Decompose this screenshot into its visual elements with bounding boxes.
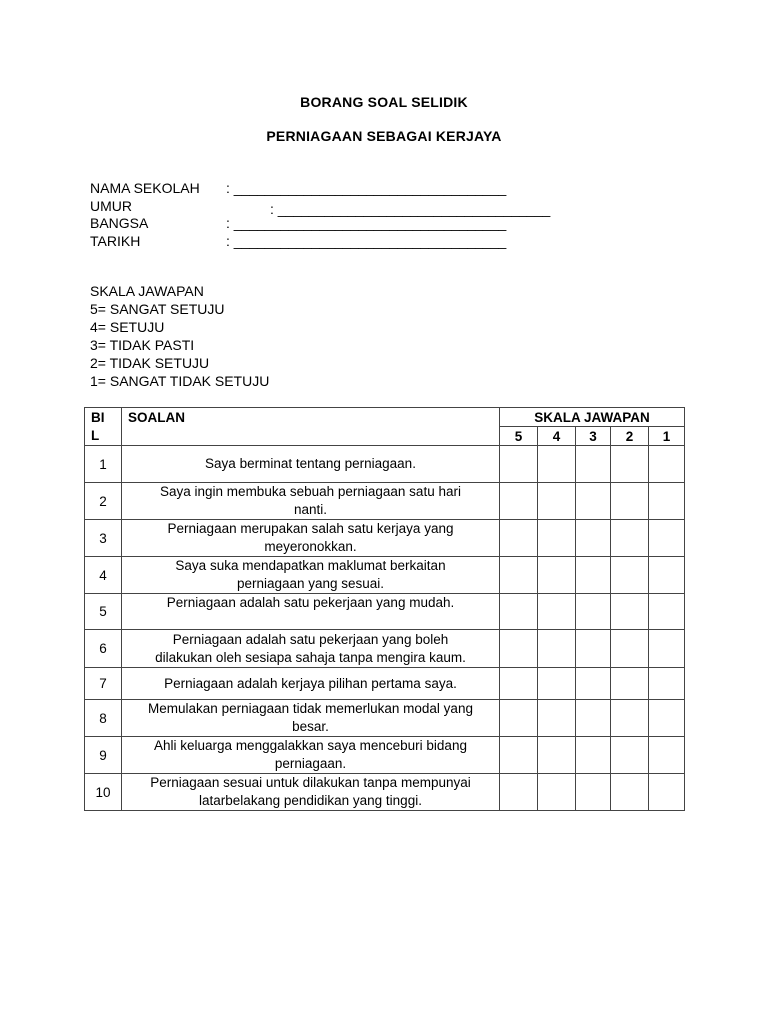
questionnaire-table	[84, 407, 685, 811]
row-number: 4	[85, 557, 122, 594]
field-blank-line: : ___________________________________	[226, 233, 507, 249]
answer-cell-2[interactable]	[611, 737, 649, 774]
table-row	[85, 737, 685, 774]
answer-cell-4[interactable]	[538, 737, 576, 774]
question-line: Perniagaan adalah satu pekerjaan yang boleh	[172, 631, 449, 647]
answer-cell-3[interactable]	[576, 557, 611, 594]
answer-cell-1[interactable]	[649, 630, 685, 668]
table-row	[85, 774, 685, 811]
answer-cell-2[interactable]	[611, 446, 649, 483]
scale-item: 2= TIDAK SETUJU	[90, 355, 210, 371]
question-line: dilakukan oleh sesiapa sahaja tanpa mengira kaum.	[155, 649, 466, 665]
question-line: perniagaan yang sesuai.	[236, 576, 385, 591]
field-label: NAMA SEKOLAH	[90, 180, 200, 196]
row-number: 10	[85, 774, 122, 811]
row-number: 8	[85, 700, 122, 737]
question-line: nanti.	[293, 502, 328, 517]
question-line: latarbelakang pendidikan yang tinggi.	[199, 793, 422, 808]
question-line: Perniagaan merupakan salah satu kerjaya yang	[167, 521, 454, 536]
answer-cell-1[interactable]	[649, 737, 685, 774]
question-text	[122, 483, 500, 520]
scale-item: 5= SANGAT SETUJU	[90, 301, 225, 317]
question-line: Saya suka mendapatkan maklumat berkaitan	[175, 558, 446, 573]
header-bil-line2: L	[91, 428, 100, 443]
question-line: perniagaan.	[274, 756, 347, 771]
answer-cell-3[interactable]	[576, 446, 611, 483]
answer-cell-2[interactable]	[611, 520, 649, 557]
answer-cell-1[interactable]	[649, 483, 685, 520]
question-text	[122, 700, 500, 737]
question-line: meyeronokkan.	[264, 539, 357, 554]
answer-cell-2[interactable]	[611, 483, 649, 520]
header-scale-1: 1	[649, 427, 685, 446]
form-subtitle: PERNIAGAAN SEBAGAI KERJAYA	[266, 128, 502, 144]
header-soalan: SOALAN	[122, 408, 500, 446]
header-scale-3: 3	[576, 427, 611, 446]
question-line: Perniagaan adalah kerjaya pilihan pertama saya.	[164, 675, 457, 691]
answer-cell-2[interactable]	[611, 668, 649, 700]
answer-cell-5[interactable]	[500, 520, 538, 557]
answer-cell-4[interactable]	[538, 594, 576, 630]
header-scale-2: 2	[611, 427, 649, 446]
question-text	[122, 557, 500, 594]
answer-cell-3[interactable]	[576, 594, 611, 630]
header-bil	[85, 408, 122, 446]
question-text	[122, 520, 500, 557]
field-label: UMUR	[90, 198, 132, 214]
header-scale-4: 4	[538, 427, 576, 446]
question-line: Saya berminat tentang perniagaan.	[205, 456, 416, 471]
row-number: 2	[85, 483, 122, 520]
scale-heading: SKALA JAWAPAN	[90, 283, 204, 299]
answer-cell-3[interactable]	[576, 700, 611, 737]
row-number: 1	[85, 446, 122, 483]
field-blank-line: : ___________________________________	[226, 180, 507, 196]
question-text	[122, 446, 500, 483]
answer-cell-3[interactable]	[576, 737, 611, 774]
table-row	[85, 594, 685, 630]
question-line: Memulakan perniagaan tidak memerlukan modal yang	[148, 701, 473, 716]
row-number: 9	[85, 737, 122, 774]
answer-cell-5[interactable]	[500, 483, 538, 520]
answer-cell-5[interactable]	[500, 700, 538, 737]
answer-cell-5[interactable]	[500, 737, 538, 774]
answer-cell-1[interactable]	[649, 594, 685, 630]
table-row	[85, 446, 685, 483]
answer-cell-2[interactable]	[611, 557, 649, 594]
answer-cell-3[interactable]	[576, 483, 611, 520]
answer-cell-5[interactable]	[500, 446, 538, 483]
table-row	[85, 630, 685, 668]
answer-cell-4[interactable]	[538, 630, 576, 668]
table-row	[85, 700, 685, 737]
question-text	[122, 774, 500, 811]
table-row	[85, 483, 685, 520]
answer-cell-2[interactable]	[611, 774, 649, 811]
answer-cell-4[interactable]	[538, 774, 576, 811]
answer-cell-4[interactable]	[538, 700, 576, 737]
row-number: 6	[85, 630, 122, 668]
answer-cell-1[interactable]	[649, 557, 685, 594]
table-row	[85, 520, 685, 557]
answer-cell-1[interactable]	[649, 774, 685, 811]
answer-cell-1[interactable]	[649, 520, 685, 557]
scale-item: 1= SANGAT TIDAK SETUJU	[90, 373, 270, 389]
answer-cell-5[interactable]	[500, 594, 538, 630]
table-row	[85, 557, 685, 594]
answer-cell-2[interactable]	[611, 594, 649, 630]
answer-cell-5[interactable]	[500, 557, 538, 594]
answer-cell-2[interactable]	[611, 630, 649, 668]
answer-cell-4[interactable]	[538, 668, 576, 700]
question-text	[122, 630, 500, 668]
answer-scale-legend	[90, 282, 269, 390]
answer-cell-1[interactable]	[649, 446, 685, 483]
answer-cell-3[interactable]	[576, 774, 611, 811]
answer-cell-1[interactable]	[649, 700, 685, 737]
row-number: 7	[85, 668, 122, 700]
field-blank-line: : ___________________________________	[270, 201, 551, 217]
answer-cell-3[interactable]	[576, 520, 611, 557]
answer-cell-4[interactable]	[538, 483, 576, 520]
answer-cell-5[interactable]	[500, 668, 538, 700]
question-line: Perniagaan sesuai untuk dilakukan tanpa mempunyai	[150, 775, 471, 790]
answer-cell-4[interactable]	[538, 557, 576, 594]
table-row	[85, 668, 685, 700]
question-text	[122, 594, 500, 630]
header-bil-line1: BI	[91, 410, 105, 425]
question-text	[122, 737, 500, 774]
answer-cell-3[interactable]	[576, 630, 611, 668]
row-number: 3	[85, 520, 122, 557]
answer-cell-1[interactable]	[649, 668, 685, 700]
answer-cell-4[interactable]	[538, 446, 576, 483]
question-line: Ahli keluarga menggalakkan saya menceburi bidang	[154, 738, 467, 753]
answer-cell-2[interactable]	[611, 700, 649, 737]
answer-cell-3[interactable]	[576, 668, 611, 700]
field-blank-line: : ___________________________________	[226, 215, 507, 231]
scale-item: 4= SETUJU	[90, 319, 165, 335]
question-text	[122, 668, 500, 700]
answer-cell-5[interactable]	[500, 774, 538, 811]
header-skala-jawapan: SKALA JAWAPAN	[500, 408, 685, 427]
row-number: 5	[85, 594, 122, 630]
field-label: BANGSA	[90, 215, 149, 231]
table-header-row	[85, 408, 685, 427]
question-line: Saya ingin membuka sebuah perniagaan satu hari	[160, 484, 461, 499]
header-scale-5: 5	[500, 427, 538, 446]
field-label: TARIKH	[90, 233, 141, 249]
scale-item: 3= TIDAK PASTI	[90, 337, 195, 353]
question-line: Perniagaan adalah satu pekerjaan yang mudah.	[166, 595, 455, 610]
answer-cell-4[interactable]	[538, 520, 576, 557]
question-line: besar.	[292, 719, 329, 734]
answer-cell-5[interactable]	[500, 630, 538, 668]
form-title: BORANG SOAL SELIDIK	[300, 94, 468, 110]
